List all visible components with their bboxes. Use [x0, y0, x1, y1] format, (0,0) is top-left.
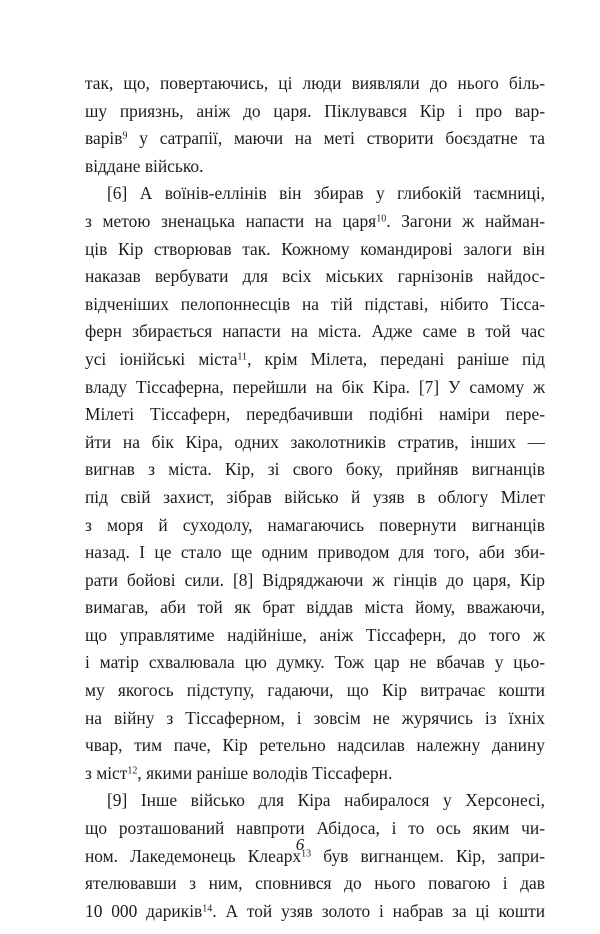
text-run: [9] Інше військо для Кіра набиралося у Херсонесі, [107, 790, 545, 811]
text-run: у сатрапії, маючи на меті створити боєздатне та [127, 128, 545, 149]
text-run: му якогось підступу, гадаючи, що Кір витрачає кошти [85, 680, 545, 701]
footnote-marker: 9 [122, 130, 128, 142]
text-run: під свій захист, зібрав військо й узяв в облогу Мілет [85, 486, 545, 507]
text-run: ців Кір створював так. Кожному командирові залоги він [85, 238, 545, 259]
text-run: на війну з Тіссаферном, і зовсім не журячись із їхніх [85, 707, 545, 728]
text-run: . А той узяв золото і набрав за ці кошти [212, 900, 546, 921]
paragraph [85, 787, 545, 925]
text-line [85, 705, 545, 733]
text-line [85, 512, 545, 540]
text-run: ферн збирається напасти на міста. Адже саме в той час [85, 321, 545, 342]
footnote-marker: 10 [376, 213, 387, 225]
page-text-block [85, 70, 545, 925]
text-run: що розташований навпроти Абідоса, і то ось яким чи- [85, 818, 545, 839]
text-run: владу Тіссаферна, перейшли на бік Кіра. [7] У самому ж [85, 376, 545, 397]
footnote-marker: 14 [202, 903, 213, 915]
text-run: що управлятиме надійніше, аніж Тіссаферн, до того ж [85, 624, 545, 645]
text-run: Мілеті Тіссаферн, передбачивши подібні наміри пере- [85, 404, 545, 425]
page-number: 6 [295, 835, 305, 854]
text-line [85, 429, 545, 457]
text-run: усі іонійські міста [85, 348, 238, 369]
text-run: 10 000 дариків [85, 900, 203, 921]
text-line [85, 236, 545, 264]
text-line [85, 787, 545, 815]
text-line [85, 291, 545, 319]
text-line [85, 346, 545, 374]
text-line [85, 677, 545, 705]
paragraph [85, 180, 545, 787]
text-run: рати бойові сили. [8] Відряджаючи ж гінців до царя, Кір [85, 569, 545, 590]
text-run: і матір схвалювала цю думку. Тож цар не вбачав у цьо- [85, 652, 545, 673]
text-run: з моря й суходолу, намагаючись повернути вигнанців [85, 514, 545, 535]
text-line [85, 594, 545, 622]
text-line [85, 98, 545, 126]
text-run: , крім Мілета, передані раніше під [247, 348, 545, 369]
text-line [85, 622, 545, 650]
text-run: ятелювавши з ним, сповнився до нього повагою і дав [85, 873, 545, 894]
text-line [85, 153, 545, 181]
text-line [85, 870, 545, 898]
text-line [85, 180, 545, 208]
text-run: вигнав з міста. Кір, зі свого боку, прийняв вигнанців [85, 459, 545, 480]
text-run: наказав вербувати для всіх міських гарнізонів найдос- [85, 266, 545, 287]
text-line [85, 649, 545, 677]
text-run: варів [85, 128, 123, 149]
text-run: , якими раніше володів Тіссаферн. [137, 762, 393, 783]
text-line [85, 401, 545, 429]
text-line [85, 456, 545, 484]
text-run: вимагав, аби той як брат віддав міста йому, вважаючи, [85, 597, 545, 618]
text-line [85, 374, 545, 402]
footnote-marker: 13 [301, 848, 312, 860]
text-run: йти на бік Кіра, одних заколотників стратив, інших — [85, 431, 545, 452]
text-line [85, 263, 545, 291]
footnote-marker: 12 [127, 765, 138, 777]
text-line [85, 125, 545, 153]
text-run: так, що, повертаючись, ці люди виявляли до нього біль- [85, 73, 545, 93]
text-run: чвар, тим паче, Кір ретельно надсилав належну данину [85, 735, 545, 756]
text-run: з метою зненацька напасти на царя [85, 210, 377, 231]
text-run: ном. Лакедемонець Клеарх [85, 845, 302, 866]
text-line [85, 732, 545, 760]
text-line [85, 70, 545, 98]
text-line [85, 318, 545, 346]
text-line [85, 484, 545, 512]
paragraph [85, 70, 545, 180]
text-run: з міст [85, 762, 128, 783]
text-line [85, 898, 545, 926]
text-run: [6] А воїнів-еллінів він збирав у глибокій таємниці, [107, 183, 545, 204]
text-run: . Загони ж найман- [386, 210, 545, 231]
text-line [85, 539, 545, 567]
footnote-marker: 11 [237, 351, 248, 363]
text-line [85, 208, 545, 236]
text-run: віддане військо. [85, 155, 204, 176]
text-run: назад. І це стало ще одним приводом для того, аби зби- [85, 542, 545, 563]
text-run: був вигнанцем. Кір, запри- [311, 845, 546, 866]
text-run: шу приязнь, аніж до царя. Піклувався Кір і про вар- [85, 100, 545, 121]
text-run: відченіших пелопоннесців на тій підставі, нібито Тісса- [85, 293, 545, 314]
text-line [85, 760, 545, 788]
text-line [85, 567, 545, 595]
